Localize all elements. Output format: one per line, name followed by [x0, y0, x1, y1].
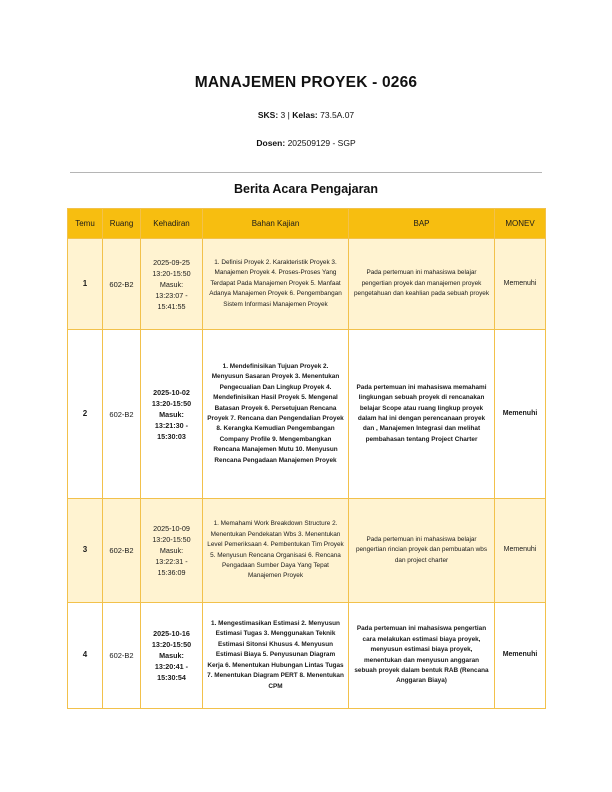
- table-row: [68, 499, 546, 603]
- cell-bap: Pada pertemuan ini mahasiswa memahami lingkungan sebuah proyek di rencanakan belajar Scope atau ruang lingkup proyek dalam hal ini dengan perencanaan proyek dan , Manajemen Integrasi dan melihat pembahasan tentang Project Charter: [349, 330, 495, 499]
- course-title: MANAJEMEN PROYEK - 0266: [194, 74, 418, 91]
- cell-bahan-kajian: 1. Memahami Work Breakdown Structure 2. Menentukan Pendekatan Wbs 3. Menentukan Level Pemeriksaan 4. Pembentukan Tim Proyek 5. Menyusun Rencana Organisasi 6. Rencana Pengadaan Sumber Daya Yang Tepat Manajemen Proyek: [203, 499, 349, 603]
- course-meta: SKS: 3 | Kelas: 73.5A.07: [257, 110, 355, 120]
- sks-label: SKS:: [257, 110, 279, 120]
- teaching-report-table: [67, 208, 546, 709]
- cell-ruang: 602-B2: [103, 239, 141, 330]
- column-header-ruang: Ruang: [103, 209, 141, 239]
- table-header-row: [68, 209, 546, 239]
- divider: [70, 172, 542, 173]
- column-header-kehadiran: Kehadiran: [141, 209, 203, 239]
- section-title: Berita Acara Pengajaran: [233, 182, 379, 196]
- table-row: [68, 239, 546, 330]
- cell-kehadiran: 2025-10-09 13:20-15:50 Masuk: 13:22:31 - 15:36:09: [141, 499, 203, 603]
- column-header-monev: MONEV: [495, 209, 546, 239]
- cell-bap: Pada pertemuan ini mahasiswa belajar pengertian rincian proyek dan pembuatan wbs dan project charter: [349, 499, 495, 603]
- cell-ruang: 602-B2: [103, 330, 141, 499]
- kelas-value: 73.5A.07: [320, 110, 355, 120]
- dosen-label: Dosen:: [256, 138, 286, 148]
- cell-kehadiran: 2025-10-02 13:20-15:50 Masuk: 13:21:30 - 15:30:03: [141, 330, 203, 499]
- column-header-bap: BAP: [349, 209, 495, 239]
- cell-monev: Memenuhi: [495, 330, 546, 499]
- cell-temu: 1: [68, 239, 103, 330]
- column-header-bahan-kajian: Bahan Kajian: [203, 209, 349, 239]
- cell-temu: 3: [68, 499, 103, 603]
- cell-monev: Memenuhi: [495, 603, 546, 709]
- dosen-value: 202509129 - SGP: [287, 138, 356, 148]
- sks-value: 3: [280, 110, 286, 120]
- cell-temu: 4: [68, 603, 103, 709]
- cell-ruang: 602-B2: [103, 499, 141, 603]
- cell-bahan-kajian: 1. Definisi Proyek 2. Karakteristik Proyek 3. Manajemen Proyek 4. Proses-Proses Yang Terdapat Pada Manajemen Proyek 5. Manfaat Adanya Manajemen Proyek 6. Pengembangan Sistem Informasi Manajemen Proyek: [203, 239, 349, 330]
- cell-kehadiran: 2025-10-16 13:20-15:50 Masuk: 13:20:41 - 15:30:54: [141, 603, 203, 709]
- cell-kehadiran: 2025-09-25 13:20-15:50 Masuk: 13:23:07 - 15:41:55: [141, 239, 203, 330]
- cell-ruang: 602-B2: [103, 603, 141, 709]
- column-header-temu: Temu: [68, 209, 103, 239]
- cell-monev: Memenuhi: [495, 499, 546, 603]
- cell-temu: 2: [68, 330, 103, 499]
- table-row: [68, 603, 546, 709]
- cell-bap: Pada pertemuan ini mahasiswa belajar pengertian proyek dan manajemen proyek pengetahuan dan keahlian pada sebuah proyek: [349, 239, 495, 330]
- cell-bahan-kajian: 1. Mengestimasikan Estimasi 2. Menyusun Estimasi Tugas 3. Menggunakan Teknik Estimasi Sitonsi Khusus 4. Menyusun Estimasi Biaya 5. Penyusunan Diagram Kerja 6. Menentukan Hubungan Lintas Tugas 7. Menentukan Diagram PERT 8. Menentukan CPM: [203, 603, 349, 709]
- cell-bap: Pada pertemuan ini mahasiswa pengertian cara melakukan estimasi biaya proyek, menyusun estimasi biaya proyek, menentukan dan menyusun anggaran sebuah proyek dalam bentuk RAB (Rencana Anggaran Biaya): [349, 603, 495, 709]
- table-row: [68, 330, 546, 499]
- lecturer-meta: [0, 138, 612, 148]
- kelas-label: Kelas:: [292, 110, 318, 120]
- cell-bahan-kajian: 1. Mendefinisikan Tujuan Proyek 2. Menyusun Sasaran Proyek 3. Menentukan Pengecualian Dan Lingkup Proyek 4. Mendefinisikan Hasil Proyek 5. Mengenal Batasan Proyek 6. Persetujuan Rencana Proyek 7. Rencana dan Pengendalian Proyek 8. Kerangka Kemudian Pengembangan Company Profile 9. Mengembangkan Rencana Manajemen Mutu 10. Menyusun Rencana Pengadaan Manajemen Proyek: [203, 330, 349, 499]
- cell-monev: Memenuhi: [495, 239, 546, 330]
